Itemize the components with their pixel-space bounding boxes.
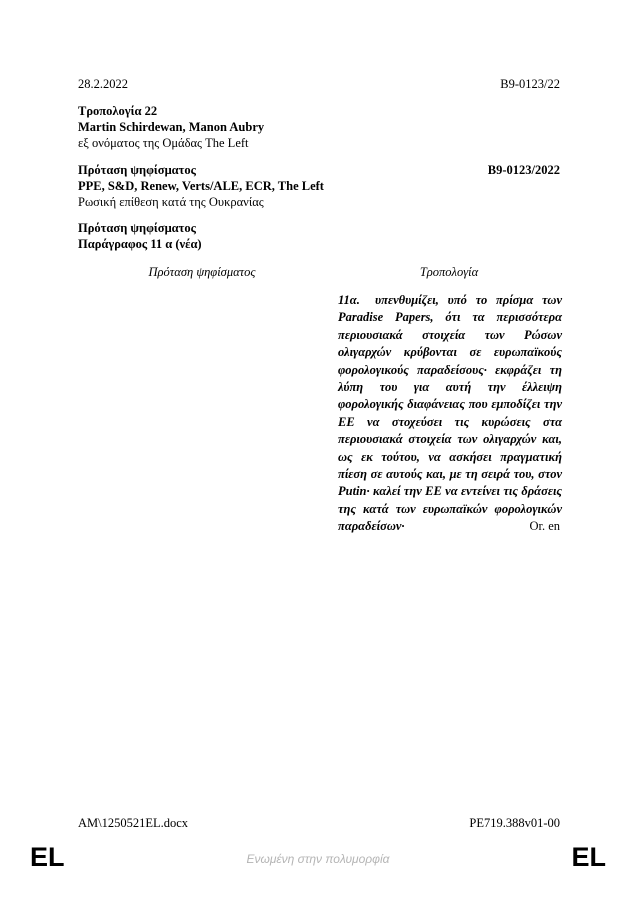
target-paragraph <box>78 220 202 252</box>
footer-file-name: AM\1250521EL.docx <box>78 816 189 830</box>
amendment-text <box>338 292 562 536</box>
target-label: Πρόταση ψηφίσματος <box>78 221 196 235</box>
target-paragraph-number: Παράγραφος 11 α (νέα) <box>78 237 202 251</box>
amendment-number: 11α. <box>338 293 360 307</box>
motion-subject: Ρωσική επίθεση κατά της Ουκρανίας <box>78 195 264 209</box>
motion-header <box>78 162 324 210</box>
motion-reference: B9-0123/2022 <box>487 163 560 177</box>
column-heading-amendment: Τροπολογία <box>419 265 479 279</box>
amendment-header <box>78 103 264 151</box>
amendment-body: υπενθυμίζει, υπό το πρίσμα των Paradise Papers, ότι τα περισσότερα περιουσιακά στοιχεία των Ρώσων ολιγαρχών κρύβονται σε ευρωπαϊκούς φορολογικούς παραδείσους· εκφράζει τη λύπη του για αυτή την έλλειψη φορολογικής διαφάνειας που εμποδίζει την ΕΕ να στοχεύσει τις κυρώσεις στα περιουσιακά στοιχεία των ολιγαρχών και, ως εκ τούτου, να ασκήσει πραγματική πίεση σε αυτούς και, με τη σειρά του, στον Putin· καλεί την ΕΕ να εντείνει τις δράσεις της κατά των ευρωπαϊκών φορολογικών παραδείσων· <box>338 293 562 534</box>
document-date: 28.2.2022 <box>78 77 128 91</box>
amendment-on-behalf: εξ ονόματος της Ομάδας The Left <box>78 136 249 150</box>
motion-label: Πρόταση ψηφίσματος <box>78 163 196 177</box>
footer-pe-reference: PE719.388v01-00 <box>469 816 560 830</box>
column-heading-motion: Πρόταση ψηφίσματος <box>148 265 256 279</box>
document-reference: B9-0123/22 <box>500 77 560 91</box>
language-code-left: EL <box>30 842 65 872</box>
language-code-right: EL <box>571 842 606 872</box>
eu-motto: Ενωμένη στην πολυμορφία <box>246 852 390 866</box>
amendment-title: Τροπολογία 22 <box>78 104 158 118</box>
original-language: Or. en <box>529 519 560 533</box>
motion-groups: PPE, S&D, Renew, Verts/ALE, ECR, The Left <box>78 179 324 193</box>
amendment-authors: Martin Schirdewan, Manon Aubry <box>78 120 265 134</box>
